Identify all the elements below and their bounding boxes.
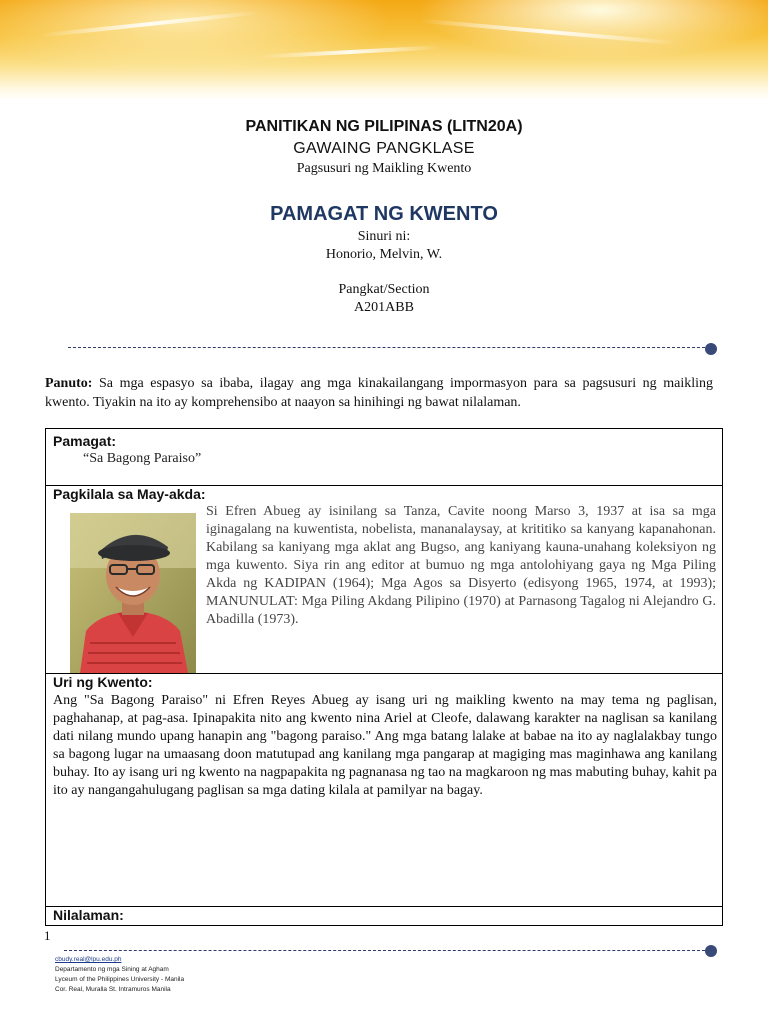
- footer-divider: [64, 950, 710, 951]
- story-type-text: Ang "Sa Bagong Paraiso" ni Efren Reyes Abueg ay isang uri ng maikling kwento na may tema ng paglisan, paghahanap, at pag-asa. Ipinapakita nito ang kwento nina Ariel at Cleofe, dalawang karakter na naglisan sa kanilang dati nilang mundo upang hanapin ang "bagong paraiso." Ang mga batang lalake at babae na ito ay naglalakbay tungo sa bagong lugar na umaasang doon matutupad ang kanilang mga pangarap at magiging mas maginhawa ang kanilang buhay. Ito ay isang uri ng kwento na nagpapakita ng pagnanasa ng tao na magkaroon ng mas mabuting buhay, kahit pa ito ay nangangahulugang paglisan sa mga dating kilala at pamilyar na bagay.: [53, 693, 717, 798]
- author-label: Pagkilala sa May-akda:: [53, 486, 206, 502]
- footer-email[interactable]: cbudy.real@lpu.edu.ph: [55, 956, 122, 963]
- section-value: A201ABB: [354, 300, 414, 315]
- page-number: 1: [44, 928, 51, 943]
- content-label: Nilalaman:: [53, 907, 124, 923]
- author-photo: [70, 513, 196, 673]
- activity-title: GAWAING PANGKLASE: [293, 140, 475, 157]
- activity-subtitle: Pagsusuri ng Maikling Kwento: [296, 161, 472, 176]
- divider-dot: [705, 945, 717, 957]
- instructions: [45, 374, 713, 412]
- header-divider: [68, 347, 710, 348]
- banner-decoration: [260, 45, 440, 58]
- divider-dot: [705, 343, 717, 355]
- banner-decoration: [420, 19, 679, 46]
- footer-school: Lyceum of the Philippines University - Manila: [55, 976, 185, 983]
- banner-decoration: [40, 11, 259, 38]
- analyzed-by: Honorio, Melvin, W.: [325, 247, 443, 262]
- title-label: Pamagat:: [53, 433, 117, 449]
- content-row: [46, 907, 722, 926]
- section-label: Pangkat/Section: [338, 282, 430, 297]
- title-value: “Sa Bagong Paraiso”: [83, 451, 202, 466]
- type-label: Uri ng Kwento:: [53, 674, 153, 690]
- header-banner: [0, 0, 768, 100]
- story-title: PAMAGAT NG KWENTO: [270, 203, 498, 225]
- analyzed-by-label: Sinuri ni:: [357, 229, 411, 244]
- footer-department: Departamento ng mga Sining at Agham: [55, 966, 169, 973]
- instructions-label: Panuto:: [45, 376, 93, 391]
- footer-address: Cor. Real, Muralla St. Intramuros Manila: [55, 986, 171, 993]
- course-title: PANITIKAN NG PILIPINAS (LITN20A): [245, 118, 523, 135]
- footer: [55, 955, 184, 995]
- analysis-table: [45, 428, 723, 926]
- author-bio: Si Efren Abueg ay isinilang sa Tanza, Cavite noong Marso 3, 1937 at isa sa mga iginagalang na kuwentista, nobelista, mananalaysay, at krititiko sa kanyang kapanahonan. Kabilang sa kaniyang mga aklat ang Bugso, ang kaniyang kauna-unahang koleksiyon ng mga kuwento. Siya rin ang editor at bumuo ng mga antolohiyang gaya ng Mga Piling Akda ng KADIPAN (1964); Mga Agos sa Disyerto (edisyong 1965, 1974, at 1993); MANUNULAT: Mga Piling Akdang Pilipino (1970) at Parnasong Tagalog ni Alejandro G. Abadilla (1973).: [206, 504, 716, 627]
- title-row: [46, 429, 722, 486]
- instructions-text: Sa mga espasyo sa ibaba, ilagay ang mga kinakailangang impormasyon para sa pagsusuri ng maikling kwento. Tiyakin na ito ay komprehensibo at naayon sa hinihingi ng bawat nilalaman.: [45, 376, 713, 410]
